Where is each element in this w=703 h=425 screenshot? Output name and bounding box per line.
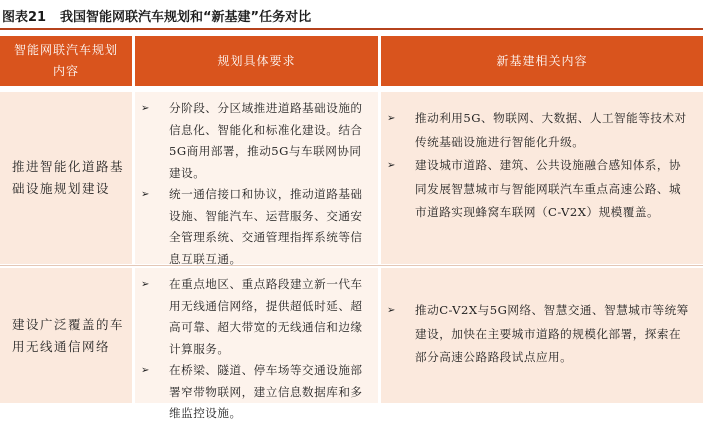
row2-requirements-cell [135, 268, 378, 420]
row2-requirement-1: 在重点地区、重点路段建立新一代车用无线通信网络，提供超低时延、超高可靠、超大带宽的无线通信和边缘计算服务。 [169, 277, 363, 356]
row2-requirements-list [135, 274, 368, 425]
list-item [135, 274, 368, 360]
list-item [135, 360, 368, 425]
row1-new-infra-1: 推动利用5G、物联网、大数据、人工智能等技术对传统基础设施进行智能化升级。 [415, 111, 687, 149]
list-item [135, 184, 368, 270]
row2-new-infra-list [381, 299, 693, 370]
bullet-arrow-icon: ➢ [141, 365, 150, 376]
figure-number: 图表21 [2, 10, 47, 25]
bullet-arrow-icon: ➢ [387, 113, 396, 124]
header-plan-content [0, 36, 132, 86]
row1-requirements-cell [135, 92, 378, 264]
header-requirements [135, 36, 378, 86]
figure-title: 我国智能网联汽车规划和“新基建”任务对比 [60, 10, 312, 25]
row2-requirement-2: 在桥梁、隧道、停车场等交通设施部署窄带物联网，建立信息数据库和多维监控设施。 [169, 363, 363, 420]
row-divider [0, 265, 703, 266]
row1-plan-cell [0, 92, 132, 264]
row1-requirement-1: 分阶段、分区域推进道路基础设施的信息化、智能化和标准化建设。结合5G商用部署，推动5G与车联网协同建设。 [169, 101, 363, 180]
row2-plan-cell [0, 268, 132, 403]
bullet-arrow-icon: ➢ [141, 103, 150, 114]
row2-new-infra-cell [381, 268, 703, 403]
row1-new-infra-2: 建设城市道路、建筑、公共设施融合感知体系，协同发展智慧城市与智能网联汽车重点高速公路、城市道路实现蜂窝车联网（C-V2X）规模覆盖。 [415, 158, 682, 219]
list-item [381, 299, 693, 370]
bullet-arrow-icon: ➢ [141, 279, 150, 290]
header-new-infra-label: 新基建相关内容 [496, 53, 588, 68]
figure-caption [0, 0, 703, 30]
list-item [381, 107, 693, 154]
header-plan-content-label: 智能网联汽车规划内容 [13, 43, 118, 78]
list-item [135, 98, 368, 184]
header-new-infra [381, 36, 703, 86]
bullet-arrow-icon: ➢ [387, 305, 396, 316]
row1-new-infra-list [381, 107, 693, 225]
row1-plan-text: 推进智能化道路基础设施规划建设 [12, 159, 125, 196]
bullet-arrow-icon: ➢ [141, 189, 150, 200]
row1-requirements-list [135, 98, 368, 270]
header-requirements-label: 规划具体要求 [217, 53, 296, 68]
row2-new-infra-1: 推动C-V2X与5G网络、智慧交通、智慧城市等统筹建设，加快在主要城市道路的规模化部署，探索在部分高速公路路段试点应用。 [415, 303, 689, 364]
row2-plan-text: 建设广泛覆盖的车用无线通信网络 [12, 316, 125, 354]
row1-requirement-2: 统一通信接口和协议，推动道路基础设施、智能汽车、运营服务、交通安全管理系统、交通管理指挥系统等信息互联互通。 [169, 187, 363, 266]
row1-new-infra-cell [381, 92, 703, 264]
list-item [381, 154, 693, 225]
bullet-arrow-icon: ➢ [387, 160, 396, 171]
